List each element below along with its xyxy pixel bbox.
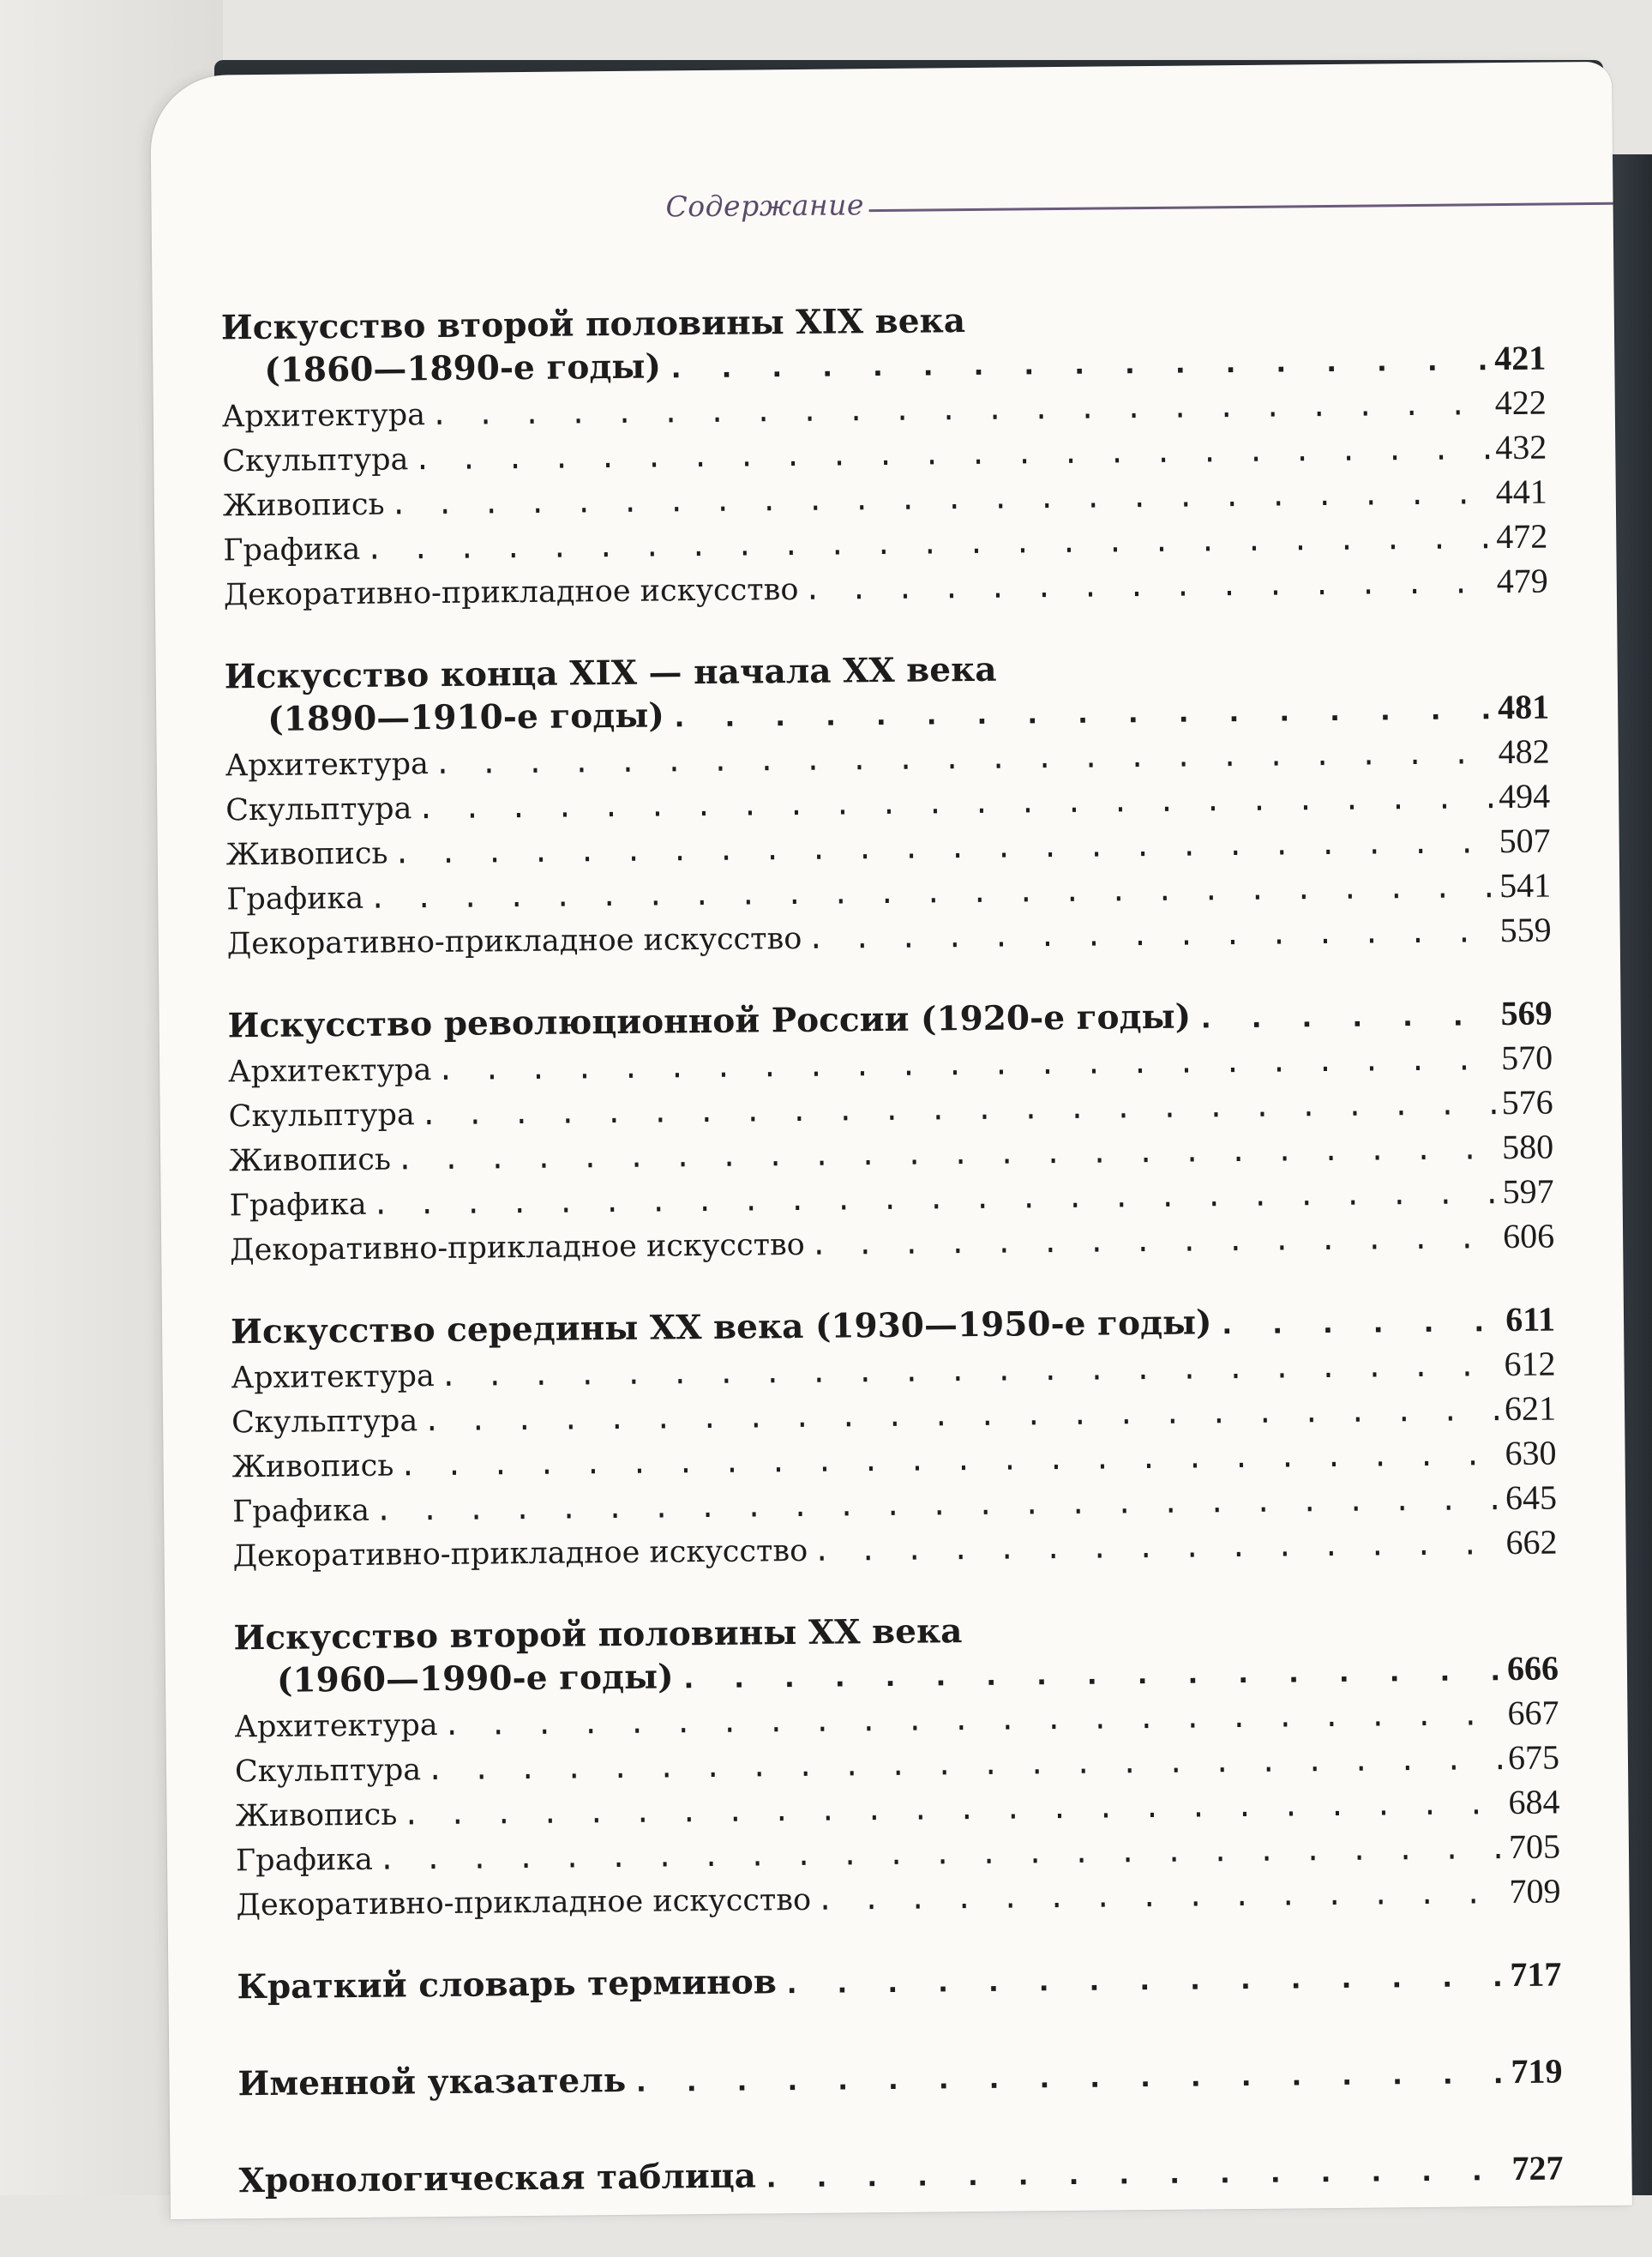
page-number: 559: [1499, 910, 1552, 950]
page-number: 482: [1498, 731, 1550, 772]
running-header: [665, 172, 1613, 232]
item-label: Декоративно-прикладное искусство: [230, 1227, 805, 1268]
leader-dots: [807, 914, 1495, 961]
item-label: Живопись: [235, 1797, 398, 1834]
page-number: 662: [1505, 1522, 1558, 1562]
page-number: 666: [1506, 1648, 1559, 1688]
toc-appendix: [237, 1953, 1561, 2011]
book-page: [150, 62, 1632, 2219]
item-label: Архитектура: [221, 398, 426, 435]
item-label: Скульптура: [234, 1753, 422, 1790]
section-title-cont: (1860—1890-е годы): [264, 346, 662, 390]
page-number: 432: [1495, 427, 1547, 467]
page-number: 705: [1508, 1827, 1561, 1867]
toc-section: [227, 992, 1554, 1273]
item-label: Графика: [223, 532, 361, 569]
leader-dots: [670, 689, 1493, 739]
item-label: Декоративно-прикладное искусство: [232, 1533, 808, 1574]
leader-dots: [803, 565, 1492, 612]
toc-section: [221, 294, 1548, 618]
page-number: 479: [1496, 561, 1548, 601]
section-title-cont: (1890—1910-е годы): [267, 695, 665, 739]
page-number: 421: [1494, 338, 1547, 378]
page-number: 576: [1501, 1082, 1553, 1122]
leader-dots: [813, 1526, 1501, 1574]
section-title-cont: (1960—1990-е годы): [276, 1657, 674, 1700]
section-title: Искусство конца XIX — начала XX века: [224, 649, 997, 697]
item-label: Скульптура: [228, 1098, 415, 1135]
page-number: 472: [1496, 516, 1548, 557]
toc-section: [225, 643, 1552, 967]
item-label: Скульптура: [225, 791, 412, 828]
page-number: 684: [1508, 1782, 1560, 1822]
page-number: 611: [1505, 1299, 1556, 1339]
leader-dots: [816, 1875, 1505, 1923]
appendix-label: Хронологическая таблица: [238, 2156, 757, 2201]
leader-dots: [782, 1956, 1505, 2006]
toc-section: [231, 1298, 1558, 1580]
leader-dots: [1216, 1301, 1500, 1346]
page-number: 612: [1504, 1344, 1556, 1384]
item-label: Декоративно-прикладное искусство: [226, 921, 802, 962]
section-title: Искусство революционной России (1920-е годы): [227, 996, 1192, 1046]
page-number: 645: [1505, 1478, 1558, 1518]
page-number: 630: [1505, 1433, 1557, 1473]
section-title: Искусство второй половины XIX века: [220, 301, 966, 348]
page-number: 541: [1499, 865, 1552, 906]
item-label: Живопись: [225, 836, 388, 873]
header-title: Содержание: [665, 187, 865, 223]
item-label: Живопись: [229, 1142, 392, 1179]
item-label: Графика: [231, 1493, 370, 1530]
page-number: 569: [1500, 993, 1553, 1033]
table-of-contents: [221, 294, 1565, 2257]
toc-appendix: [238, 2146, 1563, 2205]
item-label: Живопись: [231, 1448, 394, 1485]
item-label: Графика: [235, 1842, 374, 1879]
page-number: 507: [1499, 821, 1551, 861]
page-number: 709: [1509, 1871, 1561, 1911]
item-label: Архитектура: [225, 747, 430, 784]
page-number: 580: [1501, 1127, 1554, 1167]
item-label: Декоративно-прикладное искусство: [236, 1882, 812, 1923]
appendix-label: Краткий словарь терминов: [237, 1962, 778, 2007]
item-label: Графика: [226, 881, 364, 918]
leader-dots: [631, 2053, 1506, 2104]
section-title: Искусство середины XX века (1930—1950-е годы): [230, 1303, 1212, 1352]
page-number: 597: [1502, 1171, 1554, 1212]
page-number: 717: [1510, 1954, 1562, 1995]
item-label: Архитектура: [228, 1053, 432, 1090]
page-number: 422: [1494, 382, 1547, 423]
page-number: 727: [1511, 2148, 1564, 2188]
section-title: Искусство второй половины XX века: [233, 1611, 963, 1658]
page-number: 481: [1497, 687, 1550, 727]
header-rule: [869, 202, 1613, 211]
page-number: 675: [1507, 1737, 1560, 1778]
item-label: Графика: [229, 1187, 367, 1224]
page-number: 621: [1504, 1388, 1557, 1429]
appendix-label: Именной указатель: [237, 2060, 627, 2104]
page-number: 570: [1500, 1038, 1553, 1078]
leader-dots: [678, 1650, 1502, 1700]
item-label: Декоративно-прикладное искусство: [223, 572, 799, 613]
item-label: Архитектура: [234, 1708, 438, 1745]
toc-appendix: [237, 2049, 1562, 2108]
page-number: 441: [1495, 472, 1547, 512]
item-label: Скульптура: [222, 442, 409, 479]
page-number: 606: [1502, 1216, 1555, 1256]
page-number: 667: [1507, 1693, 1559, 1733]
leader-dots: [810, 1220, 1499, 1267]
item-label: Архитектура: [231, 1359, 435, 1396]
page-number: 494: [1498, 776, 1551, 816]
page-number: 719: [1511, 2051, 1563, 2091]
leader-dots: [666, 340, 1490, 390]
item-label: Скульптура: [231, 1404, 418, 1441]
item-label: Живопись: [222, 487, 385, 524]
leader-dots: [761, 2150, 1507, 2200]
leader-dots: [1196, 995, 1496, 1040]
toc-section: [233, 1604, 1560, 1929]
